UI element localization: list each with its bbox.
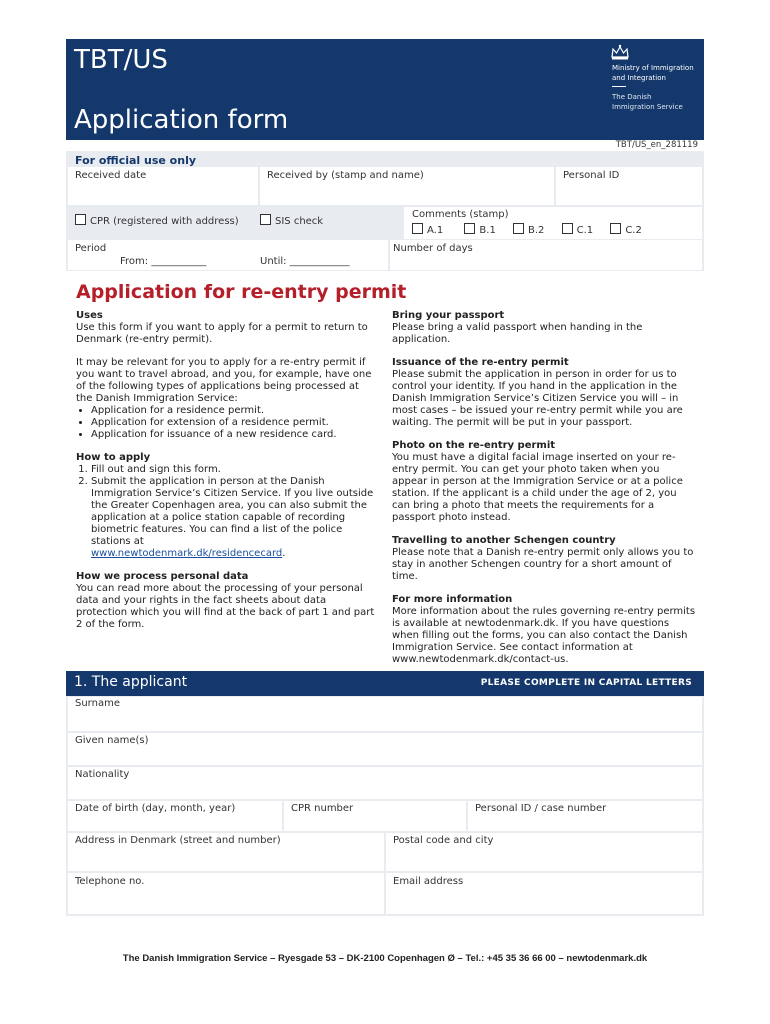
list-item: • Application for a residence permit. bbox=[91, 405, 376, 417]
address-field[interactable]: Address in Denmark (street and number) bbox=[68, 833, 384, 871]
list-item: 2. Submit the application in person at the Danish Immigration Service’s Citizen Service. If you live outside the Greater Copenhagen area, you can also submit the application at a police station capable of recording biometric features. You can find a list of the police stations at www.newtodenmark.dk/residencecard. bbox=[91, 476, 376, 560]
applicant-section-title: 1. The applicant bbox=[74, 674, 188, 690]
header-banner bbox=[66, 39, 704, 140]
footer: The Danish Immigration Service – Ryesgade 53 – DK-2100 Copenhagen Ø – Tel.: +45 35 36 66 00 – newtodenmark.dk bbox=[122, 953, 648, 964]
issuance-heading: Issuance of the re-entry permit bbox=[392, 357, 569, 368]
passport-text: Please bring a valid passport when handing in the application. bbox=[392, 322, 643, 345]
section-title: Application for re-entry permit bbox=[76, 281, 407, 303]
photo-heading: Photo on the re-entry permit bbox=[392, 440, 556, 451]
code-checkboxes bbox=[412, 223, 642, 236]
cpr-checkbox-row[interactable]: CPR (registered with address) bbox=[75, 214, 239, 227]
passport-heading: Bring your passport bbox=[392, 310, 505, 321]
personal-data-heading: How we process personal data bbox=[76, 571, 249, 582]
official-use-title: For official use only bbox=[75, 154, 197, 167]
code-checkbox-b2[interactable]: B.2 bbox=[513, 225, 544, 236]
form-version-code: TBT/US_en_281119 bbox=[615, 140, 698, 150]
email-field[interactable]: Email address bbox=[386, 873, 702, 914]
code-checkbox-c1[interactable]: C.1 bbox=[562, 225, 594, 236]
received-date-field[interactable]: Received date bbox=[68, 167, 258, 205]
service-name: The Danish Immigration Service bbox=[612, 93, 683, 111]
uses-text: Use this form if you want to apply for a permit to return to Denmark (re-entry permit). bbox=[76, 322, 368, 345]
telephone-field[interactable]: Telephone no. bbox=[68, 873, 384, 914]
given-names-field[interactable]: Given name(s) bbox=[68, 733, 702, 765]
page-title: Application form bbox=[74, 105, 289, 135]
uses-heading: Uses bbox=[76, 310, 103, 321]
applicant-section bbox=[66, 696, 704, 916]
code-checkbox-c2[interactable]: C.2 bbox=[610, 225, 642, 236]
until-field[interactable]: Until: ____________ bbox=[260, 256, 350, 267]
received-by-field[interactable]: Received by (stamp and name) bbox=[260, 167, 554, 205]
cpr-number-field[interactable]: CPR number bbox=[284, 801, 466, 831]
code-checkbox-b1[interactable]: B.1 bbox=[464, 225, 495, 236]
crown-icon bbox=[610, 44, 630, 60]
photo-text: You must have a digital facial image inserted on your re-entry permit. You can get your photo taken when you appear in person at the Immigration Service or at a police station. If the applicant is a child under the age of 2, you can bring a photo that meets the requirements for a passport photo instead. bbox=[392, 452, 683, 523]
ministry-name: Ministry of Immigration and Integration bbox=[612, 64, 694, 82]
cpr-checkbox[interactable] bbox=[75, 214, 86, 225]
official-use-section bbox=[66, 151, 704, 271]
comments-field[interactable]: Comments (stamp) A.1 B.1 B.2 C.1 C.2 bbox=[404, 207, 702, 239]
left-column bbox=[76, 310, 376, 631]
divider bbox=[612, 86, 626, 87]
date-of-birth-field[interactable]: Date of birth (day, month, year) bbox=[68, 801, 282, 831]
nationality-field[interactable]: Nationality bbox=[68, 767, 702, 799]
more-info-heading: For more information bbox=[392, 594, 513, 605]
form-code-title: TBT/US bbox=[74, 45, 168, 75]
list-item: • Application for extension of a residence permit. bbox=[91, 417, 376, 429]
travel-heading: Travelling to another Schengen country bbox=[392, 535, 616, 546]
how-to-apply-steps bbox=[76, 464, 376, 560]
issuance-text: Please submit the application in person in order for us to control your identity. If you hand in the application in the Danish Immigration Service’s Citizen Service you will – in most cases – be issued your re-entry permit while you are waiting. The permit will be put in your passport. bbox=[392, 369, 683, 428]
from-field[interactable]: From: ___________ bbox=[120, 256, 207, 267]
sis-checkbox-row[interactable]: SIS check bbox=[260, 214, 323, 227]
sis-checkbox[interactable] bbox=[260, 214, 271, 225]
personal-id-case-field[interactable]: Personal ID / case number bbox=[468, 801, 702, 831]
postal-code-field[interactable]: Postal code and city bbox=[386, 833, 702, 871]
travel-text: Please note that a Danish re-entry permit only allows you to stay in another Schengen country for a short amount of time. bbox=[392, 547, 694, 582]
how-to-apply-heading: How to apply bbox=[76, 452, 151, 463]
applicant-section-header bbox=[66, 671, 704, 696]
capital-letters-note: PLEASE COMPLETE IN CAPITAL LETTERS bbox=[480, 678, 692, 688]
relevant-text: It may be relevant for you to apply for a re-entry permit if you want to travel abroad, and you, for example, have one of the following types of applications being processed at the Danish Immigration Service: bbox=[76, 357, 372, 404]
list-item: 1. Fill out and sign this form. bbox=[91, 464, 376, 476]
personal-id-field[interactable]: Personal ID bbox=[556, 167, 702, 205]
number-of-days-field[interactable]: Number of days bbox=[390, 240, 702, 270]
period-field[interactable]: Period From: ___________ Until: ____________ bbox=[68, 240, 388, 270]
residencecard-link[interactable]: www.newtodenmark.dk/residencecard bbox=[91, 548, 283, 559]
more-info-text: More information about the rules governing re-entry permits is available at newtodenmark.dk. If you have questions when filling out the forms, you can also contact the Danish Immigration Service. See contact information at www.newtodenmark.dk/contact-us. bbox=[392, 606, 696, 665]
surname-field[interactable]: Surname bbox=[68, 697, 702, 731]
application-types-list bbox=[76, 405, 376, 441]
code-checkbox-a1[interactable]: A.1 bbox=[412, 225, 443, 236]
list-item: • Application for issuance of a new residence card. bbox=[91, 429, 376, 441]
personal-data-text: You can read more about the processing of your personal data and your rights in the fact sheets about data protection which you will find at the back of part 1 and part 2 of the form. bbox=[76, 583, 375, 630]
right-column bbox=[392, 310, 697, 666]
